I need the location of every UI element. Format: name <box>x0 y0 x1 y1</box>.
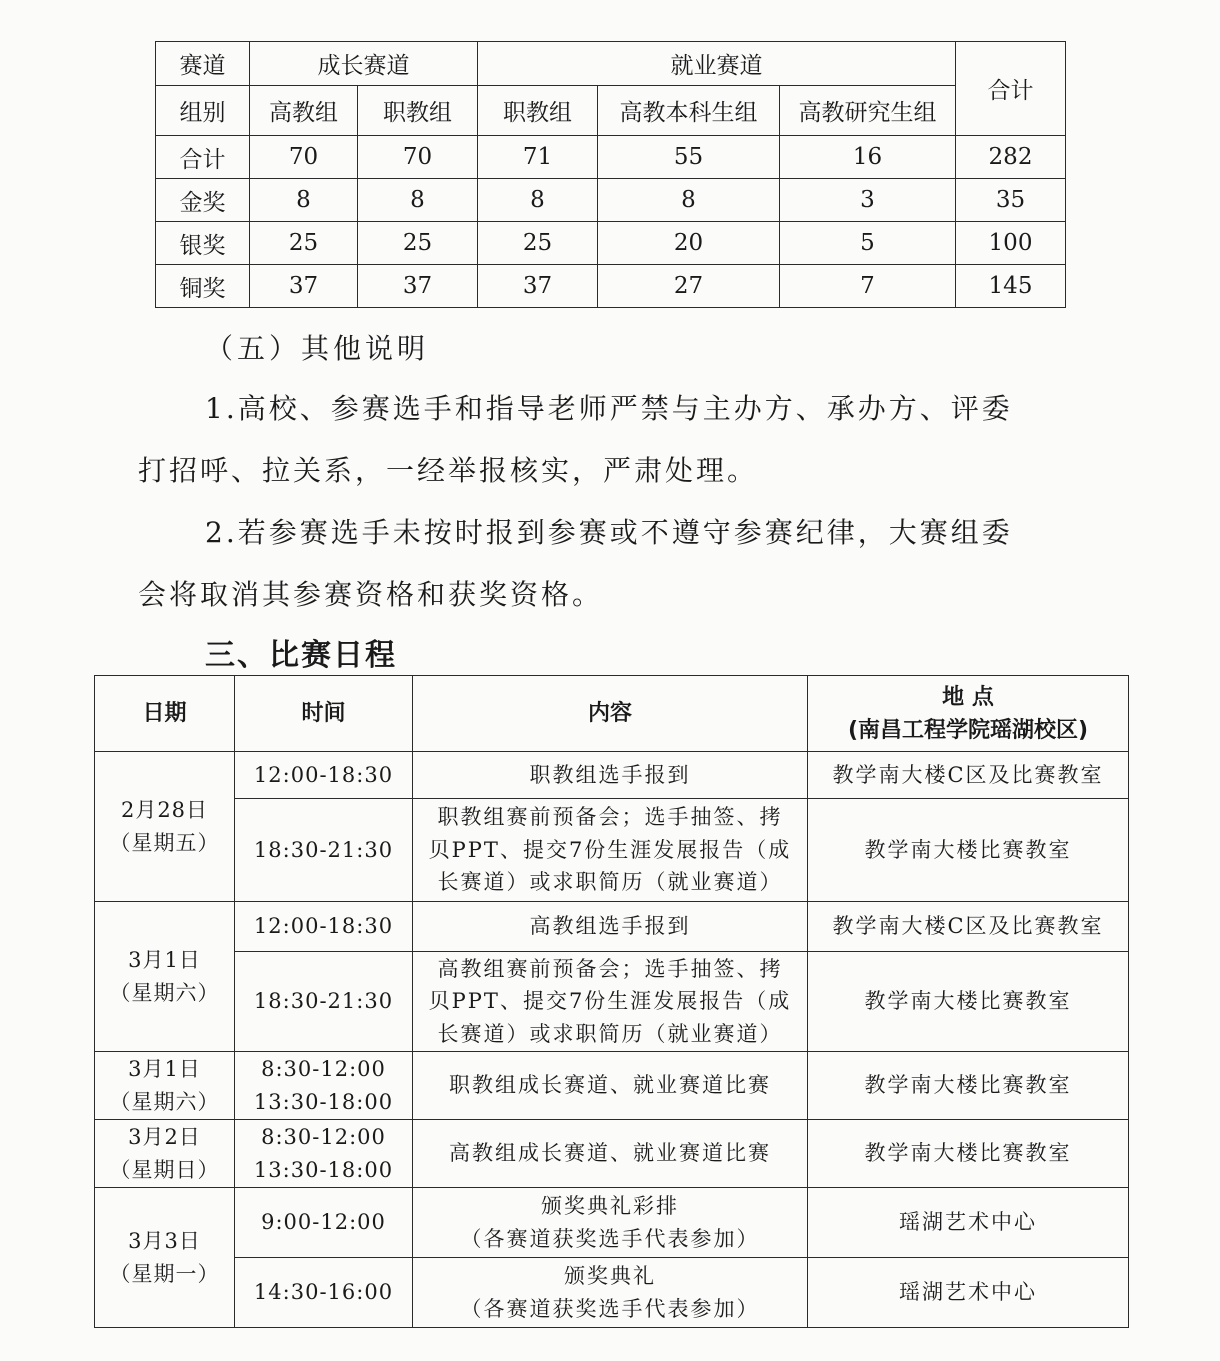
schedule-content-line: 颁奖典礼 <box>564 1263 656 1288</box>
schedule-date-line: （星期日） <box>109 1157 220 1182</box>
schedule-time <box>235 1188 413 1258</box>
schedule-place: 瑶湖艺术中心 <box>808 1258 1129 1328</box>
award-count-cell: 145 <box>956 265 1066 308</box>
content-header: 内容 <box>413 676 808 752</box>
schedule-date-line: 2月28日 <box>120 797 209 822</box>
note-2-line-1: 2.若参赛选手未按时报到参赛或不遵守参赛纪律，大赛组委 <box>205 516 1013 549</box>
track-employment-header: 就业赛道 <box>478 42 956 86</box>
schedule-time <box>235 902 413 952</box>
schedule-content-line: 长赛道）或求职简历（就业赛道） <box>437 1021 783 1046</box>
row-label-track: 赛道 <box>156 42 250 86</box>
row-label-group: 组别 <box>156 86 250 136</box>
schedule-time-line: 13:30-18:00 <box>253 1157 394 1182</box>
award-count-cell: 3 <box>780 179 956 222</box>
award-count-cell: 20 <box>598 222 780 265</box>
date-header: 日期 <box>95 676 235 752</box>
note-1-line-2: 打招呼、拉关系，一经举报核实，严肃处理。 <box>138 454 759 487</box>
schedule-time <box>235 752 413 799</box>
place-header <box>808 676 1129 752</box>
schedule-content <box>413 799 808 902</box>
group-header: 高教研究生组 <box>780 86 956 136</box>
schedule-place: 教学南大楼比赛教室 <box>808 1052 1129 1120</box>
group-header: 高教本科生组 <box>598 86 780 136</box>
note-1-line-1: 1.高校、参赛选手和指导老师严禁与主办方、承办方、评委 <box>205 392 1013 425</box>
schedule-time-line: 12:00-18:30 <box>253 762 394 787</box>
award-count-cell: 37 <box>358 265 478 308</box>
award-count-cell: 8 <box>598 179 780 222</box>
schedule-place: 教学南大楼C区及比赛教室 <box>808 752 1129 799</box>
schedule-content-line: 高教组赛前预备会；选手抽签、拷 <box>437 956 783 981</box>
schedule-content <box>413 1188 808 1258</box>
schedule-date-line: （星期五） <box>109 830 220 855</box>
schedule-content-line: 职教组成长赛道、就业赛道比赛 <box>449 1073 771 1098</box>
schedule-row <box>95 952 1129 1052</box>
schedule-date <box>95 752 235 902</box>
schedule-row <box>95 752 1129 799</box>
schedule-time-line: 18:30-21:30 <box>253 837 394 862</box>
schedule-time <box>235 1120 413 1188</box>
schedule-header-row <box>95 676 1129 752</box>
schedule-date <box>95 1052 235 1120</box>
schedule-content-line: 贝PPT、提交7份生涯发展报告（成 <box>428 989 792 1014</box>
schedule-date-line: 3月1日 <box>128 947 201 972</box>
schedule-content-line: 职教组选手报到 <box>529 762 691 787</box>
notes-heading: （五）其他说明 <box>205 332 430 365</box>
award-count-cell: 8 <box>250 179 358 222</box>
awards-row <box>156 222 1066 265</box>
awards-row <box>156 179 1066 222</box>
schedule-place: 瑶湖艺术中心 <box>808 1188 1129 1258</box>
award-count-cell: 37 <box>478 265 598 308</box>
schedule-time <box>235 1052 413 1120</box>
schedule-time-line: 8:30-12:00 <box>261 1124 386 1149</box>
schedule-row <box>95 1120 1129 1188</box>
schedule-date <box>95 1120 235 1188</box>
schedule-table <box>94 675 1129 1328</box>
schedule-date-line: 3月1日 <box>128 1056 201 1081</box>
award-count-cell: 27 <box>598 265 780 308</box>
schedule-content-line: 长赛道）或求职简历（就业赛道） <box>437 870 783 895</box>
award-count-cell: 16 <box>780 136 956 179</box>
schedule-time-line: 13:30-18:00 <box>253 1089 394 1114</box>
schedule-date-line: （星期一） <box>109 1261 220 1286</box>
schedule-content-line: 高教组成长赛道、就业赛道比赛 <box>449 1141 771 1166</box>
schedule-date <box>95 902 235 1052</box>
schedule-row <box>95 1188 1129 1258</box>
schedule-time-line: 14:30-16:00 <box>253 1280 394 1305</box>
schedule-time-line: 18:30-21:30 <box>253 989 394 1014</box>
schedule-place: 教学南大楼比赛教室 <box>808 952 1129 1052</box>
total-header: 合计 <box>956 42 1066 136</box>
award-row-label: 铜奖 <box>156 265 250 308</box>
schedule-row <box>95 1258 1129 1328</box>
schedule-content <box>413 1120 808 1188</box>
award-count-cell: 282 <box>956 136 1066 179</box>
award-row-label: 银奖 <box>156 222 250 265</box>
schedule-content-line: 高教组选手报到 <box>529 914 691 939</box>
schedule-content-line: 贝PPT、提交7份生涯发展报告（成 <box>428 837 792 862</box>
award-count-cell: 35 <box>956 179 1066 222</box>
schedule-content <box>413 1052 808 1120</box>
award-count-cell: 70 <box>358 136 478 179</box>
schedule-content-line: 职教组赛前预备会；选手抽签、拷 <box>437 805 783 830</box>
schedule-content-line: （各赛道获奖选手代表参加） <box>460 1296 760 1321</box>
schedule-date-line: 3月3日 <box>128 1228 201 1253</box>
award-count-cell: 37 <box>250 265 358 308</box>
schedule-content-line: 颁奖典礼彩排 <box>541 1193 679 1218</box>
schedule-time <box>235 799 413 902</box>
schedule-content <box>413 1258 808 1328</box>
schedule-date <box>95 1188 235 1328</box>
awards-row <box>156 136 1066 179</box>
award-row-label: 合计 <box>156 136 250 179</box>
award-row-label: 金奖 <box>156 179 250 222</box>
award-count-cell: 8 <box>478 179 598 222</box>
award-count-cell: 5 <box>780 222 956 265</box>
schedule-place: 教学南大楼比赛教室 <box>808 1120 1129 1188</box>
schedule-time-line: 8:30-12:00 <box>261 1056 386 1081</box>
schedule-date-line: （星期六） <box>109 1089 220 1114</box>
schedule-time-line: 12:00-18:30 <box>253 914 394 939</box>
award-count-cell: 25 <box>358 222 478 265</box>
schedule-place: 教学南大楼C区及比赛教室 <box>808 902 1129 952</box>
award-count-cell: 25 <box>250 222 358 265</box>
track-growth-header: 成长赛道 <box>250 42 478 86</box>
award-count-cell: 55 <box>598 136 780 179</box>
awards-row <box>156 265 1066 308</box>
schedule-time-line: 9:00-12:00 <box>261 1210 386 1235</box>
schedule-place: 教学南大楼比赛教室 <box>808 799 1129 902</box>
award-count-cell: 7 <box>780 265 956 308</box>
schedule-row <box>95 1052 1129 1120</box>
schedule-date-line: （星期六） <box>109 980 220 1005</box>
schedule-time <box>235 952 413 1052</box>
award-count-cell: 71 <box>478 136 598 179</box>
schedule-content-line: （各赛道获奖选手代表参加） <box>460 1226 760 1251</box>
schedule-time <box>235 1258 413 1328</box>
awards-table <box>155 41 1066 308</box>
schedule-content <box>413 952 808 1052</box>
group-header: 高教组 <box>250 86 358 136</box>
schedule-row <box>95 799 1129 902</box>
schedule-content <box>413 752 808 799</box>
award-count-cell: 100 <box>956 222 1066 265</box>
awards-header-row-group <box>156 86 1066 136</box>
place-header-line-2: (南昌工程学院瑶湖校区) <box>847 717 1089 743</box>
schedule-date-line: 3月2日 <box>128 1124 201 1149</box>
time-header: 时间 <box>235 676 413 752</box>
schedule-row <box>95 902 1129 952</box>
note-2-line-2: 会将取消其参赛资格和获奖资格。 <box>138 578 604 611</box>
awards-header-row-track <box>156 42 1066 86</box>
place-header-line-1: 地 点 <box>942 684 994 710</box>
group-header: 职教组 <box>358 86 478 136</box>
award-count-cell: 70 <box>250 136 358 179</box>
award-count-cell: 25 <box>478 222 598 265</box>
group-header: 职教组 <box>478 86 598 136</box>
schedule-heading: 三、比赛日程 <box>205 638 397 673</box>
schedule-content <box>413 902 808 952</box>
award-count-cell: 8 <box>358 179 478 222</box>
